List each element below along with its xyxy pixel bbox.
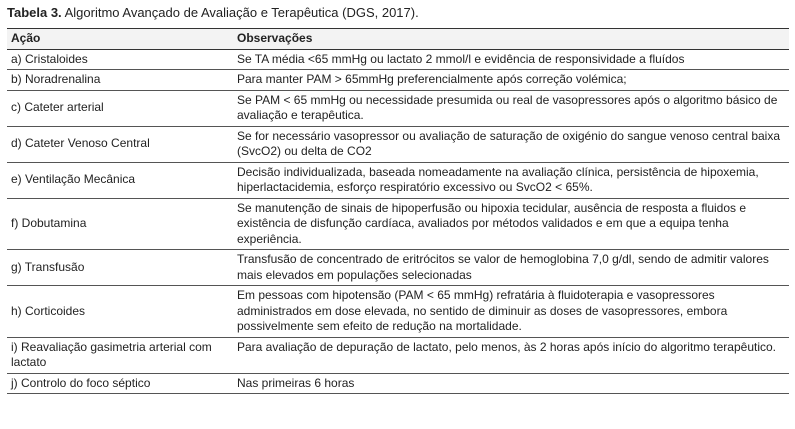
- header-acao: Ação: [7, 29, 233, 50]
- observation-cell: Se PAM < 65 mmHg ou necessidade presumida ou real de vasopressores após o algoritmo básico de avaliação e terapêutica.: [233, 90, 789, 126]
- table-caption: [7, 4, 791, 22]
- action-cell: c) Cateter arterial: [7, 90, 233, 126]
- observation-cell: Decisão individualizada, baseada nomeadamente na avaliação clínica, persistência de hipoxemia, hiperlactacidemia, esforço respiratório excessivo ou SvcO2 < 65%.: [233, 162, 789, 198]
- action-cell: d) Cateter Venoso Central: [7, 126, 233, 162]
- observation-cell: Em pessoas com hipotensão (PAM < 65 mmHg) refratária à fluidoterapia e vasopressores administrados em dose elevada, no sentido de diminuir as doses de vasopressores, embora possivelmente sem efeito de redução na mortalidade.: [233, 286, 789, 338]
- caption-text: Algoritmo Avançado de Avaliação e Terapêutica (DGS, 2017).: [64, 5, 419, 20]
- action-cell: e) Ventilação Mecânica: [7, 162, 233, 198]
- action-cell: f) Dobutamina: [7, 198, 233, 250]
- table-row: [7, 49, 789, 70]
- caption-label: Tabela 3.: [7, 5, 62, 20]
- action-cell: a) Cristaloides: [7, 49, 233, 70]
- header-observacoes: Observações: [233, 29, 789, 50]
- observation-cell: Se TA média <65 mmHg ou lactato 2 mmol/l e evidência de responsividade a fluídos: [233, 49, 789, 70]
- table-row: [7, 90, 789, 126]
- action-cell: h) Corticoides: [7, 286, 233, 338]
- algorithm-table: [7, 28, 789, 394]
- table-row: [7, 162, 789, 198]
- table-row: [7, 70, 789, 91]
- table-header-row: [7, 29, 789, 50]
- observation-cell: Se manutenção de sinais de hipoperfusão ou hipoxia tecidular, ausência de resposta a fluidos e existência de disfunção cardíaca, avaliados por métodos validados e em que a equipa tenha experiência.: [233, 198, 789, 250]
- observation-cell: Para avaliação de depuração de lactato, pelo menos, às 2 horas após início do algoritmo terapêutico.: [233, 337, 789, 373]
- table-row: [7, 250, 789, 286]
- observation-cell: Nas primeiras 6 horas: [233, 373, 789, 394]
- observation-cell: Transfusão de concentrado de eritrócitos se valor de hemoglobina 7,0 g/dl, sendo de admitir valores mais elevados em populações selecionadas: [233, 250, 789, 286]
- table-row: [7, 198, 789, 250]
- table-row: [7, 373, 789, 394]
- observation-cell: Para manter PAM > 65mmHg preferencialmente após correção volémica;: [233, 70, 789, 91]
- action-cell: b) Noradrenalina: [7, 70, 233, 91]
- table-row: [7, 126, 789, 162]
- table-row: [7, 286, 789, 338]
- action-cell: g) Transfusão: [7, 250, 233, 286]
- action-cell: i) Reavaliação gasimetria arterial com lactato: [7, 337, 233, 373]
- observation-cell: Se for necessário vasopressor ou avaliação de saturação de oxigénio do sangue venoso central baixa (SvcO2) ou delta de CO2: [233, 126, 789, 162]
- action-cell: j) Controlo do foco séptico: [7, 373, 233, 394]
- table-row: [7, 337, 789, 373]
